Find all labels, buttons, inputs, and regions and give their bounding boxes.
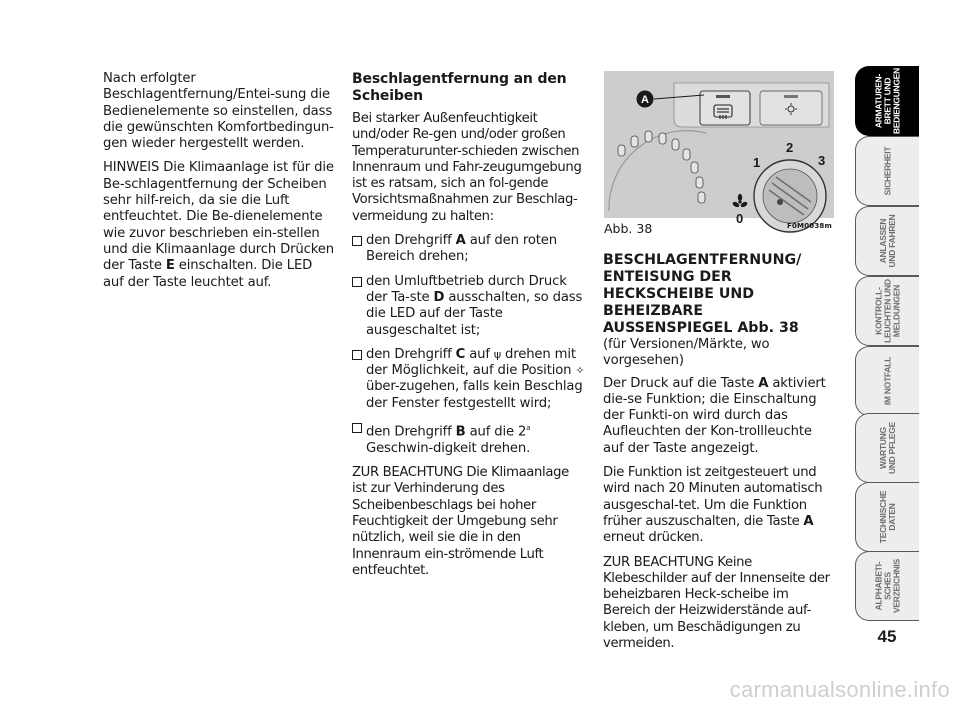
windscreen-defrost-icon: ψ — [493, 347, 501, 361]
tab-sicherheit[interactable] — [855, 136, 919, 206]
text-run: aktiviert die-se Funktion; die Einschaltung der Funkti-on wird durch das Aufleuchten der Kon-trollleuchte auf der Taste angezeigt. — [603, 375, 826, 456]
text-run: auf — [465, 346, 494, 362]
tab-armaturenbrett[interactable] — [855, 66, 919, 136]
tab-verzeichnis[interactable] — [855, 551, 919, 621]
key-label: E — [165, 258, 175, 274]
section-heading-rear-defrost: BESCHLAGENTFERNUNG/ ENTEISUNG DER HECKSCHEIBE UND BEHEIZBARE AUSSENSPIEGEL Abb. 38 — [603, 252, 802, 336]
tab-anlassen[interactable] — [855, 206, 919, 276]
intro-paragraph: Bei starker Außenfeuchtigkeit und/oder Re-gen und/oder großen Temperaturunter-schieden zwischen Innenraum und Fahr-zeugumgebung ist es ratsam, sich an fol-gende Vorsichtsmaßnahmen zur Beschlag-vermeidung zu halten: — [352, 111, 582, 224]
checkbox-bullet-icon — [352, 350, 362, 360]
tab-label: ALPHABETI- SCHES VERZEICHNIS — [873, 558, 901, 614]
tab-kontrollleuchten[interactable] — [855, 276, 919, 346]
tab-label: TECHNISCHE DATEN — [877, 490, 897, 544]
tab-technische-daten[interactable] — [855, 482, 919, 552]
note-paragraph: ZUR BEACHTUNG Die Klimaanlage ist zur Verhinderung des Scheibenbeschlags bei hoher Feuchtigkeit der Umgebung sehr nützlich, weil sie die in den Innenraum ein-strömende Luft entfeuchtet. — [352, 465, 569, 578]
tab-label: ARMATUREN- BRETT UND BEDIENGUNGEN — [873, 67, 901, 135]
figure-number: Abb. 38 — [604, 221, 653, 236]
callout-a-label: A — [641, 94, 649, 106]
button-led-icon — [716, 95, 730, 98]
bullet-item — [352, 233, 585, 266]
text-run: den Umluftbetrieb durch Druck der Ta-ste — [366, 273, 567, 305]
defrost-mixed-icon: ✧ — [575, 364, 585, 378]
paragraph-hinweis — [103, 160, 335, 290]
note-paragraph: ZUR BEACHTUNG Keine Klebeschilder auf der Innenseite der beheizbaren Heck-scheibe im Bereich der Heizwiderstände auf-kleben, um Beschädigungen zu vermeiden. — [603, 554, 830, 652]
text-run: erneut drücken. — [603, 530, 704, 546]
text-run: ausschalten, so dass die LED auf der Taste ausgeschaltet ist; — [366, 289, 583, 338]
checkbox-bullet-icon — [352, 277, 362, 287]
key-label: C — [455, 346, 466, 362]
paragraph-after-defrost: Nach erfolgter Beschlagentfernung/Entei-sung die Bedienelemente so einstellen, dass die gewünschten Komfortbedingun-gen wieder hergestellt werden. — [103, 71, 334, 152]
text-column-left — [103, 71, 335, 299]
text-run: auf den roten Bereich drehen; — [366, 233, 557, 265]
key-label: A — [803, 513, 814, 529]
fan-speed-0-label: 0 — [736, 211, 744, 226]
watermark: carmanualsonline.info — [729, 677, 950, 702]
superscript: a — [526, 424, 531, 433]
tab-label: SICHERHEIT — [882, 146, 892, 196]
checkbox-bullet-icon — [352, 236, 362, 246]
section-heading: Beschlagentfernung an den Scheiben — [352, 71, 567, 104]
text-run: Die Funktion ist zeitgesteuert und wird nach 20 Minuten automatisch ausgeschal-tet. Um die Funktion früher auszuschalten, die Taste — [603, 465, 823, 529]
availability-note: (für Versionen/Märkte, wo vorgesehen) — [603, 337, 770, 369]
key-label: A — [758, 375, 769, 391]
figure-caption — [604, 221, 834, 235]
text-run: den Drehgriff — [366, 233, 456, 249]
button-led-icon — [784, 95, 798, 98]
bullet-item — [352, 420, 585, 457]
tab-label: IM NOTFALL — [882, 356, 892, 406]
fan-speed-1-label: 1 — [753, 155, 761, 170]
checkbox-bullet-icon — [352, 423, 362, 433]
tab-label: ANLASSEN UND FAHREN — [877, 214, 897, 268]
text-run: drehen mit der Möglichkeit, auf die Position — [366, 346, 576, 379]
key-label: A — [455, 233, 466, 249]
key-label: B — [455, 424, 466, 440]
text-column-right — [603, 252, 833, 660]
text-run: Geschwin-digkeit drehen. — [366, 440, 531, 456]
key-label: D — [433, 289, 445, 305]
chapter-tabs — [855, 66, 919, 621]
paragraph-button-a — [603, 376, 833, 457]
tab-label: KONTROLL- LEUCHTEN UND MELDUNGEN — [873, 279, 901, 343]
text-run: den Drehgriff — [366, 346, 456, 362]
text-column-middle — [352, 71, 585, 587]
bullet-item — [352, 347, 585, 412]
text-run: einschalten. Die LED auf der Taste leuchtet auf. — [103, 258, 313, 290]
tab-im-notfall[interactable] — [855, 346, 919, 416]
bullet-item — [352, 274, 585, 339]
tab-label: WARTUNG UND PFLEGE — [877, 422, 897, 474]
text-run: Der Druck auf die Taste — [603, 375, 759, 391]
paragraph-timer — [603, 465, 833, 546]
figure-code: F0M0038m — [787, 222, 832, 230]
text-run: den Drehgriff — [366, 424, 456, 440]
text-run: HINWEIS Die Klimaanlage ist für die Be-schlagentfernung der Scheiben sehr hilf-reich, da sie die Luft entfeuchtet. Die Be-dienelemente wie zuvor beschrieben ein-stellen und die Klimaanlage durch Drücken der Taste — [103, 160, 334, 274]
fan-speed-3-label: 3 — [818, 153, 826, 168]
knob-indicator — [777, 199, 783, 205]
fan-speed-2-label: 2 — [786, 140, 794, 155]
text-run: über-zugehen, falls kein Beschlag der Fenster festgestellt wird; — [366, 379, 583, 411]
page-number: 45 — [877, 627, 897, 646]
text-run: auf die 2 — [465, 424, 527, 440]
tab-wartung[interactable] — [855, 413, 919, 483]
